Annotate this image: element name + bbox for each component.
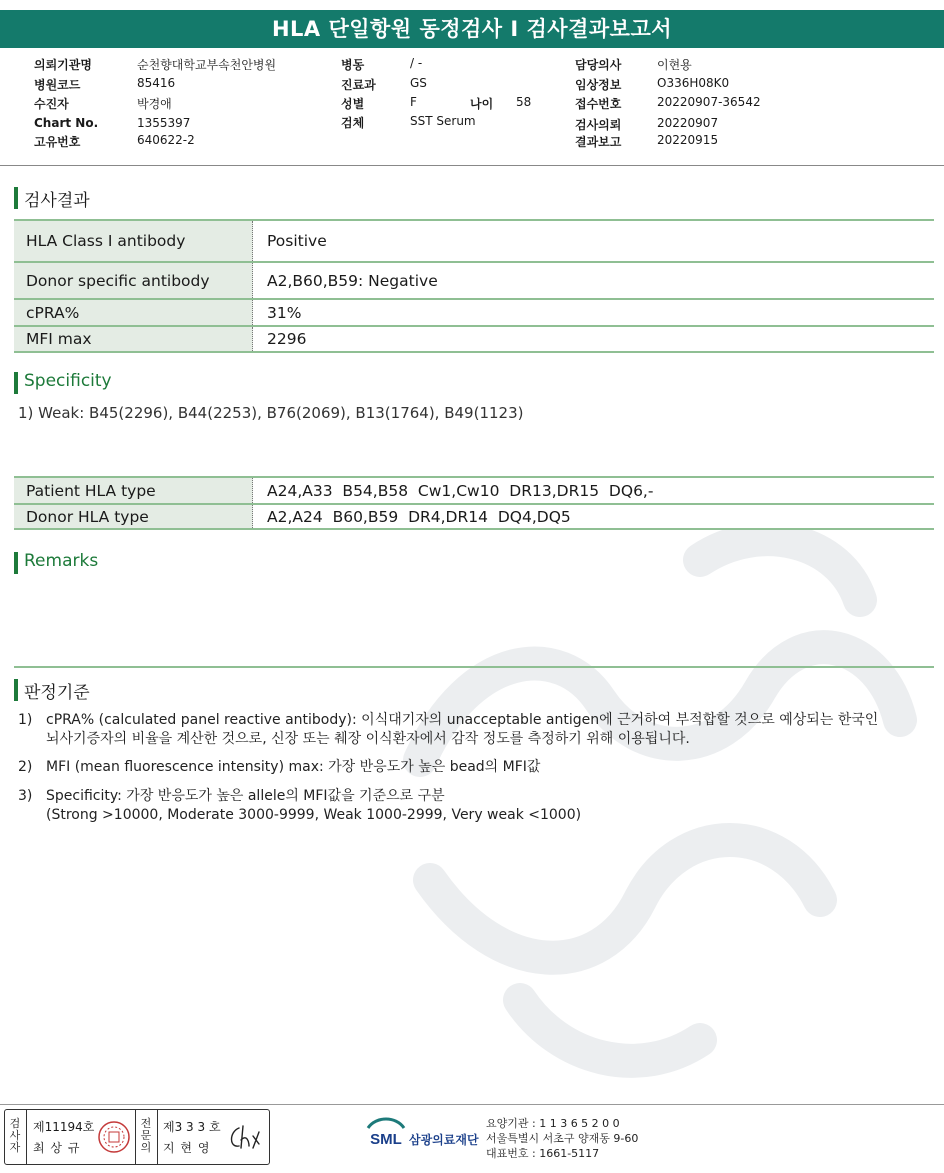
table-row — [14, 299, 934, 326]
criteria-item: 3) Specificity: 가장 반응도가 높은 allele의 MFI값을 기준으로 구분 (Strong >10000, Moderate 3000-9999, Weak 1000-2999, Very weak <1000) — [18, 788, 582, 823]
org-phone: 대표번호 : 1661-5117 — [486, 1147, 600, 1160]
hospital-label: 의뢰기관명 — [34, 58, 92, 72]
hospital-value: 순천향대학교부속천안병원 — [137, 58, 277, 72]
specificity-heading: Specificity — [14, 371, 314, 395]
age-label: 나이 — [470, 97, 494, 111]
sml-logo-icon — [364, 1116, 408, 1156]
specimen-value: SST Serum — [410, 114, 476, 128]
table-row — [14, 326, 934, 352]
table-row — [14, 477, 934, 504]
hla-type-table — [14, 476, 934, 530]
chart-no-label: Chart No. — [34, 116, 99, 130]
patient-label: 수진자 — [34, 97, 69, 111]
criteria-text: cPRA% (calculated panel reactive antibody): 이식대기자의 unacceptable antigen에 근거하여 부적합할 것으로 예상되는 한국인 — [46, 712, 879, 728]
org-address: 서울특별시 서초구 양재동 9-60 — [486, 1132, 639, 1145]
unique-no-value: 640622-2 — [137, 133, 195, 147]
report-title: HLA 단일항원 동정검사 I 검사결과보고서 — [0, 10, 944, 48]
criteria-heading: 판정기준 — [14, 678, 314, 702]
clinical-info-label: 임상정보 — [575, 78, 622, 92]
header-divider — [0, 165, 944, 166]
result-key: cPRA% — [14, 299, 253, 326]
result-key: Donor specific antibody — [14, 262, 253, 299]
hla-type-key: Donor HLA type — [14, 504, 253, 529]
examiner-name: 최 상 규 — [33, 1141, 81, 1155]
specialist-name: 지 현 영 — [163, 1141, 211, 1155]
seal-stamp-icon — [97, 1120, 131, 1154]
sex-label: 성별 — [341, 97, 365, 111]
remarks-divider — [14, 666, 934, 668]
svg-text:SML: SML — [370, 1131, 402, 1148]
examiner-vertical-label: 검 사 자 — [9, 1117, 21, 1154]
doctor-value: 이현용 — [657, 58, 692, 72]
request-date-value: 20220907 — [657, 116, 719, 130]
ward-value: / - — [410, 56, 423, 70]
signature-box — [4, 1109, 270, 1165]
results-table — [14, 219, 934, 353]
unique-no-label: 고유번호 — [34, 135, 81, 149]
org-info — [486, 1116, 706, 1161]
clinical-info-value: O336H08K0 — [657, 76, 730, 90]
result-key: MFI max — [14, 326, 253, 352]
report-date-label: 결과보고 — [575, 135, 622, 149]
criteria-text: MFI (mean fluorescence intensity) max: 가장 반응도가 높은 bead의 MFI값 — [46, 759, 541, 775]
criteria-text: (Strong >10000, Moderate 3000-9999, Weak 1000-2999, Very weak <1000) — [46, 807, 582, 823]
result-key: HLA Class I antibody — [14, 220, 253, 262]
specialist-license: 제3 3 3 호 — [163, 1120, 221, 1134]
hospital-code-value: 85416 — [137, 76, 176, 90]
department-value: GS — [410, 76, 427, 90]
department-label: 진료과 — [341, 78, 376, 92]
specimen-label: 검체 — [341, 116, 365, 130]
table-row — [14, 504, 934, 529]
sex-value: F — [410, 95, 417, 109]
hospital-code-label: 병원코드 — [34, 78, 81, 92]
specificity-text: 1) Weak: B45(2296), B44(2253), B76(2069), B13(1764), B49(1123) — [18, 404, 524, 422]
criteria-text: Specificity: 가장 반응도가 높은 allele의 MFI값을 기준으로 구분 — [46, 788, 445, 804]
org-name: 삼광의료재단 — [409, 1133, 479, 1147]
hla-type-value: A24,A33 B54,B58 Cw1,Cw10 DR13,DR15 DQ6,- — [253, 477, 935, 504]
request-date-label: 검사의뢰 — [575, 118, 622, 132]
doctor-label: 담당의사 — [575, 58, 622, 72]
accession-label: 접수번호 — [575, 97, 622, 111]
accession-value: 20220907-36542 — [657, 95, 761, 109]
result-value: A2,B60,B59: Negative — [253, 262, 935, 299]
report-date-value: 20220915 — [657, 133, 719, 147]
criteria-item: 1) cPRA% (calculated panel reactive antibody): 이식대기자의 unacceptable antigen에 근거하여 부적합할 것으로 예상되는 한국인 뇌사기증자의 비율을 계산한 것으로, 신장 또는 췌장 이식환자에서 감작 정도를 측정하기 위해 이용됩니다. — [18, 712, 879, 747]
remarks-heading: Remarks — [14, 551, 314, 575]
results-heading: 검사결과 — [14, 186, 314, 210]
criteria-item: 2) MFI (mean fluorescence intensity) max: 가장 반응도가 높은 bead의 MFI값 — [18, 759, 541, 775]
signature-scribble-icon — [225, 1122, 265, 1154]
chart-no-value: 1355397 — [137, 116, 191, 130]
patient-info — [0, 56, 944, 156]
hla-type-value: A2,A24 B60,B59 DR4,DR14 DQ4,DQ5 — [253, 504, 935, 529]
table-row — [14, 220, 934, 262]
specialist-vertical-label: 전 문 의 — [140, 1117, 152, 1154]
examiner-license: 제11194호 — [33, 1120, 95, 1134]
patient-value: 박경애 — [137, 97, 172, 111]
age-value: 58 — [516, 95, 532, 109]
result-value: 2296 — [253, 326, 935, 352]
table-row — [14, 262, 934, 299]
criteria-text: 뇌사기증자의 비율을 계산한 것으로, 신장 또는 췌장 이식환자에서 감작 정도를 측정하기 위해 이용됩니다. — [46, 731, 690, 747]
ward-label: 병동 — [341, 58, 365, 72]
result-value: 31% — [253, 299, 935, 326]
hla-type-key: Patient HLA type — [14, 477, 253, 504]
footer-divider — [0, 1104, 944, 1105]
org-code: 요양기관 : 1 1 3 6 5 2 0 0 — [486, 1117, 620, 1130]
result-value: Positive — [253, 220, 935, 262]
